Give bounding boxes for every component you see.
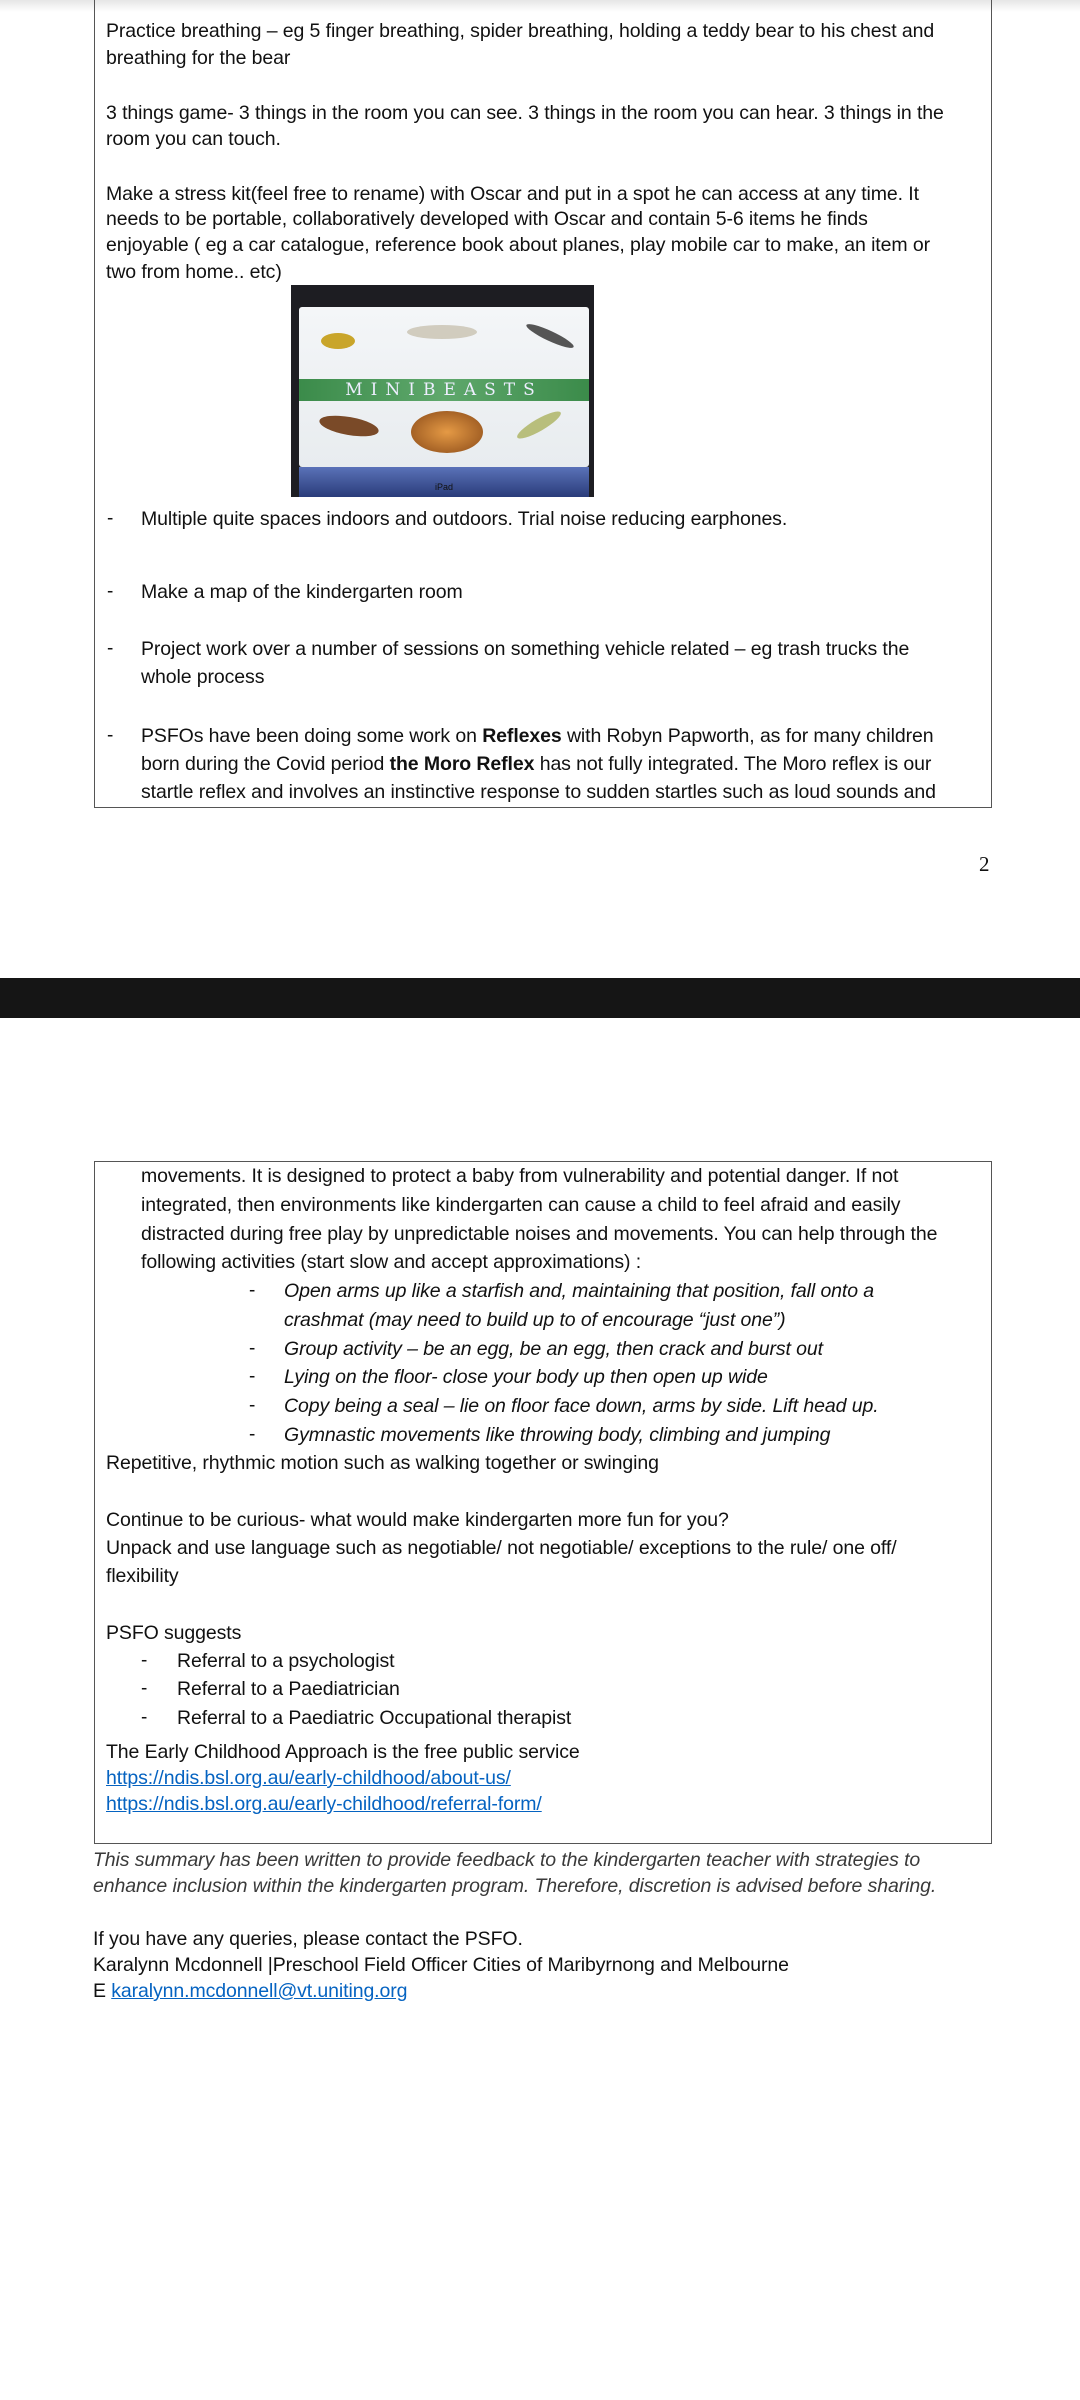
bullet-project-line-2: whole process [141, 666, 265, 688]
stag-beetle-icon [318, 412, 380, 440]
bullet-dash: - [107, 725, 114, 746]
bullet-dash: - [249, 1338, 256, 1359]
disclaimer-line-2: enhance inclusion within the kindergarten program. Therefore, discretion is advised before sharing. [93, 1875, 937, 1897]
reflex-cont-line-4: following activities (start slow and accept approximations) : [141, 1251, 642, 1273]
repetitive-motion: Repetitive, rhythmic motion such as walking together or swinging [106, 1452, 659, 1474]
dragonfly-icon [407, 325, 477, 339]
device-label: iPad [299, 467, 589, 497]
referral-form-link[interactable]: https://ndis.bsl.org.au/early-childhood/referral-form/ [106, 1793, 542, 1815]
bullet-project-line-1: Project work over a number of sessions on something vehicle related – eg trash trucks the [141, 638, 910, 660]
bullet-reflex-line-3: startle reflex and involves an instinctive response to sudden startles such as loud sounds and [141, 781, 936, 803]
book-title: MINIBEASTS [299, 379, 589, 401]
referral-paediatrician: Referral to a Paediatrician [177, 1678, 400, 1700]
bullet-dash: - [107, 638, 114, 659]
reflex-cont-line-3: distracted during free play by unpredictable noises and movements. You can help through the [141, 1223, 938, 1245]
bullet-dash: - [141, 1678, 148, 1699]
bullet-dash: - [249, 1395, 256, 1416]
text-run: has not fully integrated. The Moro reflex is our [534, 753, 932, 775]
activity-seal: Copy being a seal – lie on floor face down, arms by side. Lift head up. [284, 1395, 879, 1417]
email-line [93, 1977, 407, 2006]
cricket-icon [514, 407, 563, 442]
disclaimer-line-1: This summary has been written to provide feedback to the kindergarten teacher with strategies to [93, 1849, 921, 1871]
minibeasts-book-cover [299, 307, 589, 467]
link-line-1 [106, 1764, 511, 1793]
bullet-dash: - [249, 1424, 256, 1445]
text-run: PSFOs have been doing some work on [141, 725, 483, 747]
stress-kit-line-2: needs to be portable, collaboratively developed with Oscar and contain 5-6 items he finds [106, 208, 868, 230]
reflex-cont-line-2: integrated, then environments like kindergarten can cause a child to feel afraid and easily [141, 1194, 901, 1216]
contact-name-title: Karalynn Mcdonnell |Preschool Field Officer Cities of Maribyrnong and Melbourne [93, 1954, 789, 1976]
referral-psychologist: Referral to a psychologist [177, 1650, 395, 1672]
activity-starfish-line-1: Open arms up like a starfish and, maintaining that position, fall onto a [284, 1280, 875, 1302]
bullet-dash: - [141, 1650, 148, 1671]
bullet-map: Make a map of the kindergarten room [141, 581, 463, 603]
three-things-line-2: room you can touch. [106, 128, 281, 150]
link-line-2 [106, 1790, 542, 1819]
activity-gymnastic: Gymnastic movements like throwing body, climbing and jumping [284, 1424, 831, 1446]
breathing-line-1: Practice breathing – eg 5 finger breathing, spider breathing, holding a teddy bear to his chest and [106, 20, 935, 42]
page-separator [0, 978, 1080, 1018]
bullet-dash: - [249, 1366, 256, 1387]
butterfly-icon [411, 411, 483, 453]
wasp-icon [321, 333, 355, 349]
bullet-dash: - [141, 1707, 148, 1728]
eca-text: The Early Childhood Approach is the free public service [106, 1741, 580, 1763]
activity-egg: Group activity – be an egg, be an egg, then crack and burst out [284, 1338, 823, 1360]
page-number: 2 [979, 852, 990, 876]
bullet-dash: - [249, 1280, 256, 1301]
reflex-cont-line-1: movements. It is designed to protect a baby from vulnerability and potential danger. If not [141, 1165, 899, 1187]
bullet-dash: - [107, 581, 114, 602]
bullet-quiet-spaces: Multiple quite spaces indoors and outdoors. Trial noise reducing earphones. [141, 508, 788, 530]
activity-starfish-line-2: crashmat (may need to build up to of encourage “just one”) [284, 1309, 786, 1331]
queries-text: If you have any queries, please contact the PSFO. [93, 1928, 523, 1950]
bullet-reflex-line-2 [141, 751, 931, 777]
reflexes-bold: Reflexes [482, 725, 562, 747]
moro-reflex-bold: the Moro Reflex [389, 753, 535, 775]
about-us-link[interactable]: https://ndis.bsl.org.au/early-childhood/about-us/ [106, 1767, 511, 1789]
psfo-suggests-heading: PSFO suggests [106, 1622, 242, 1644]
stress-kit-line-1: Make a stress kit(feel free to rename) with Oscar and put in a spot he can access at any time. It [106, 183, 919, 205]
text-run: born during the Covid period [141, 753, 390, 775]
curious-line: Continue to be curious- what would make kindergarten more fun for you? [106, 1509, 729, 1531]
referral-ot: Referral to a Paediatric Occupational therapist [177, 1707, 572, 1729]
unpack-line-2: flexibility [106, 1565, 179, 1587]
breathing-line-2: breathing for the bear [106, 47, 291, 69]
centipede-icon [524, 320, 575, 351]
three-things-line-1: 3 things game- 3 things in the room you can see. 3 things in the room you can hear. 3 things in the [106, 102, 944, 124]
unpack-line-1: Unpack and use language such as negotiable/ not negotiable/ exceptions to the rule/ one off/ [106, 1537, 897, 1559]
minibeasts-photo [291, 285, 594, 497]
email-prefix: E [93, 1980, 112, 2002]
text-run: with Robyn Papworth, as for many children [561, 725, 934, 747]
activity-floor: Lying on the floor- close your body up then open up wide [284, 1366, 768, 1388]
bullet-reflex-line-1 [141, 723, 934, 749]
bullet-dash: - [107, 508, 114, 529]
stress-kit-line-3: enjoyable ( eg a car catalogue, reference book about planes, play mobile car to make, an item or [106, 234, 930, 256]
stress-kit-line-4: two from home.. etc) [106, 261, 282, 283]
email-link[interactable]: karalynn.mcdonnell@vt.uniting.org [111, 1980, 408, 2002]
